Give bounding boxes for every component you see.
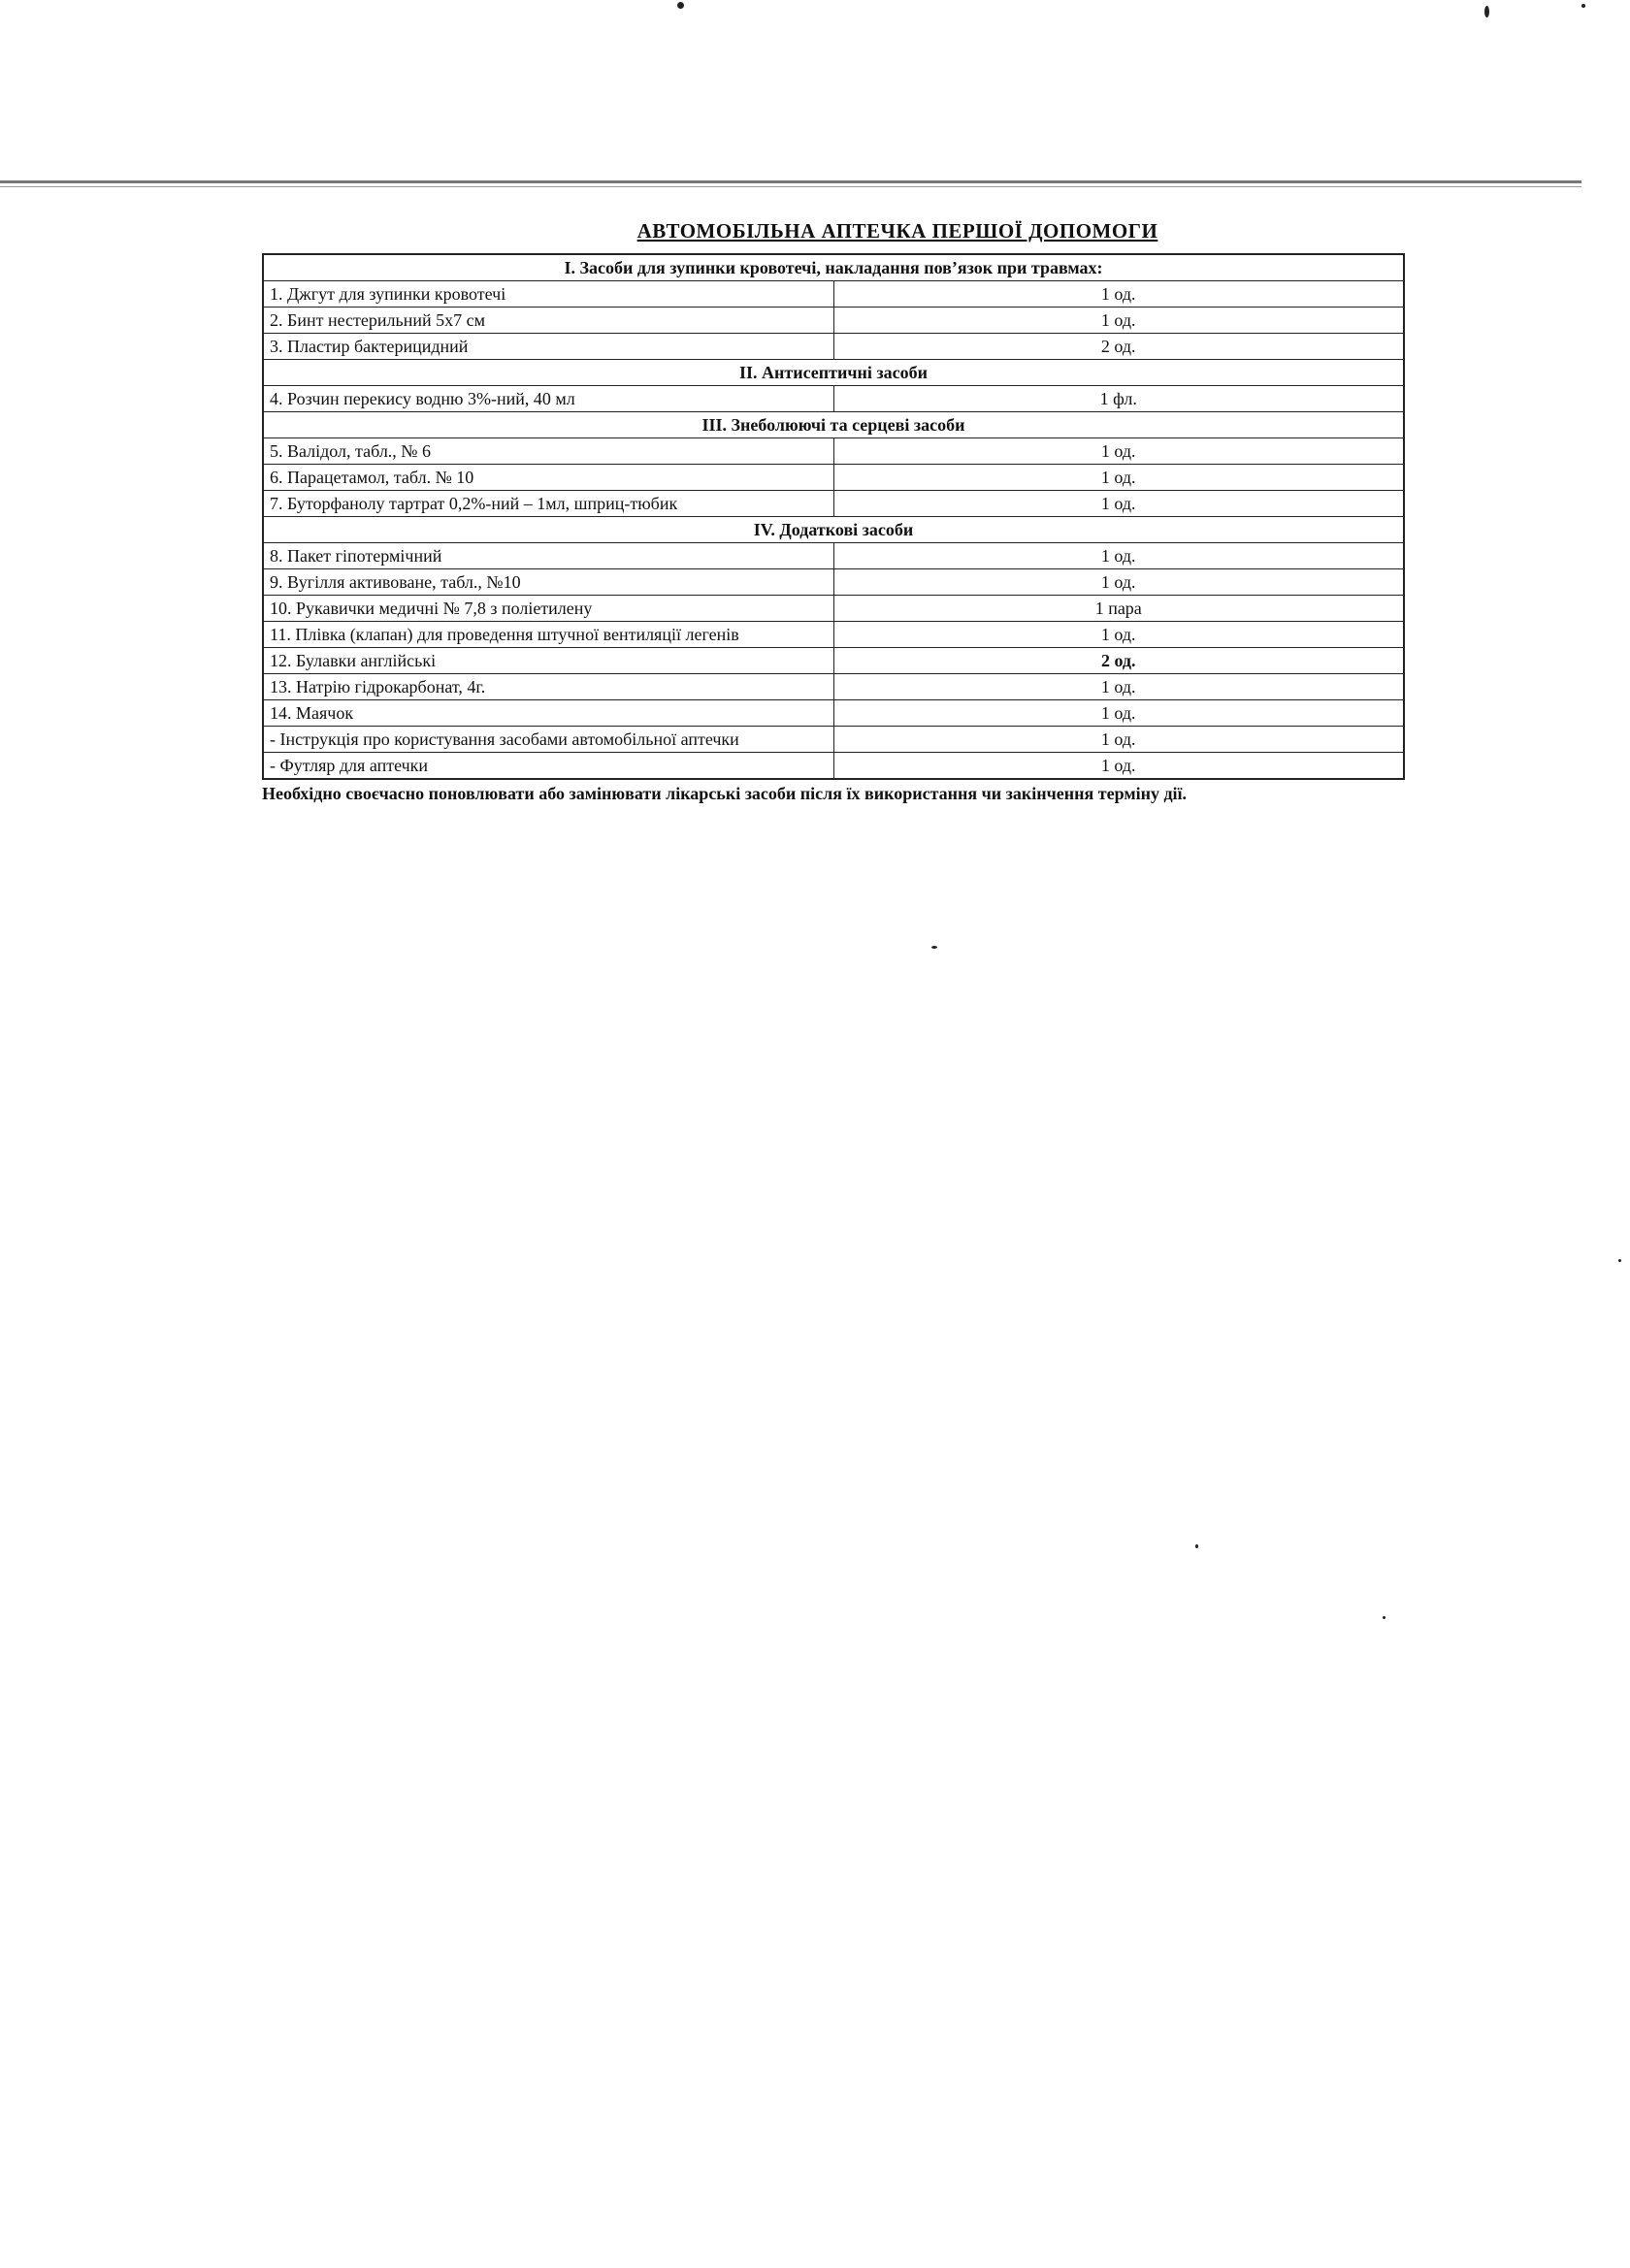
first-aid-kit-document xyxy=(262,219,1426,804)
scan-speck xyxy=(1618,1259,1621,1262)
scan-speck xyxy=(1383,1616,1386,1619)
document-title: АВТОМОБІЛЬНА АПТЕЧКА ПЕРШОЇ ДОПОМОГИ xyxy=(636,219,1158,243)
item-name: 3. Пластир бактерицидний xyxy=(263,334,833,360)
item-name: 6. Парацетамол, табл. № 10 xyxy=(263,465,833,491)
table-row xyxy=(263,622,1404,648)
table-row xyxy=(263,438,1404,465)
item-quantity: 1 од. xyxy=(833,491,1404,517)
document-footnote: Необхідно своєчасно поновлювати або замінювати лікарські засоби після їх використання чи закінчення терміну дії. xyxy=(262,784,1188,803)
item-quantity: 1 од. xyxy=(833,438,1404,465)
table-row xyxy=(263,596,1404,622)
table-row xyxy=(263,753,1404,780)
scan-speck xyxy=(1484,6,1489,17)
item-quantity: 2 од. xyxy=(833,334,1404,360)
section-heading-row xyxy=(263,412,1404,438)
item-name: 4. Розчин перекису водню 3%-ний, 40 мл xyxy=(263,386,833,412)
section-heading-row xyxy=(263,517,1404,543)
item-name: 7. Буторфанолу тартрат 0,2%-ний – 1мл, шприц-тюбик xyxy=(263,491,833,517)
item-name: 14. Маячок xyxy=(263,700,833,727)
item-name: 12. Булавки англійські xyxy=(263,648,833,674)
table-row xyxy=(263,674,1404,700)
kit-contents-table xyxy=(262,253,1405,780)
scan-edge-line-secondary xyxy=(0,186,1581,187)
scan-speck xyxy=(1195,1544,1198,1548)
table-row xyxy=(263,727,1404,753)
item-name: 11. Плівка (клапан) для проведення штучної вентиляції легенів xyxy=(263,622,833,648)
section-heading: ІІ. Антисептичні засоби xyxy=(263,360,1404,386)
table-row xyxy=(263,700,1404,727)
item-quantity: 1 пара xyxy=(833,596,1404,622)
item-quantity: 1 од. xyxy=(833,753,1404,780)
item-name: 5. Валідол, табл., № 6 xyxy=(263,438,833,465)
item-quantity: 1 од. xyxy=(833,465,1404,491)
item-name: - Інструкція про користування засобами автомобільної аптечки xyxy=(263,727,833,753)
item-quantity: 1 од. xyxy=(833,727,1404,753)
item-name: 2. Бинт нестерильний 5х7 см xyxy=(263,308,833,334)
section-heading: IV. Додаткові засоби xyxy=(263,517,1404,543)
item-quantity: 1 фл. xyxy=(833,386,1404,412)
item-quantity: 1 од. xyxy=(833,281,1404,308)
table-row xyxy=(263,308,1404,334)
item-quantity: 1 од. xyxy=(833,569,1404,596)
item-name: 13. Натрію гідрокарбонат, 4г. xyxy=(263,674,833,700)
item-name: 9. Вугілля активоване, табл., №10 xyxy=(263,569,833,596)
table-row xyxy=(263,491,1404,517)
item-name: 10. Рукавички медичні № 7,8 з поліетилену xyxy=(263,596,833,622)
table-row xyxy=(263,386,1404,412)
table-row xyxy=(263,543,1404,569)
section-heading: І. Засоби для зупинки кровотечі, накладання пов’язок при травмах: xyxy=(263,254,1404,281)
section-heading-row xyxy=(263,360,1404,386)
scan-speck xyxy=(677,2,684,9)
item-quantity: 1 од. xyxy=(833,700,1404,727)
section-heading-row xyxy=(263,254,1404,281)
scan-edge-line xyxy=(0,180,1581,183)
table-row xyxy=(263,281,1404,308)
item-name: 1. Джгут для зупинки кровотечі xyxy=(263,281,833,308)
scan-speck xyxy=(931,946,937,949)
table-row xyxy=(263,334,1404,360)
item-quantity: 2 од. xyxy=(833,648,1404,674)
item-quantity: 1 од. xyxy=(833,674,1404,700)
table-row xyxy=(263,569,1404,596)
item-quantity: 1 од. xyxy=(833,622,1404,648)
item-quantity: 1 од. xyxy=(833,308,1404,334)
table-row xyxy=(263,465,1404,491)
table-row xyxy=(263,648,1404,674)
item-name: - Футляр для аптечки xyxy=(263,753,833,780)
item-name: 8. Пакет гіпотермічний xyxy=(263,543,833,569)
scan-speck xyxy=(1581,4,1585,8)
section-heading: ІІІ. Знеболюючі та серцеві засоби xyxy=(263,412,1404,438)
item-quantity: 1 од. xyxy=(833,543,1404,569)
